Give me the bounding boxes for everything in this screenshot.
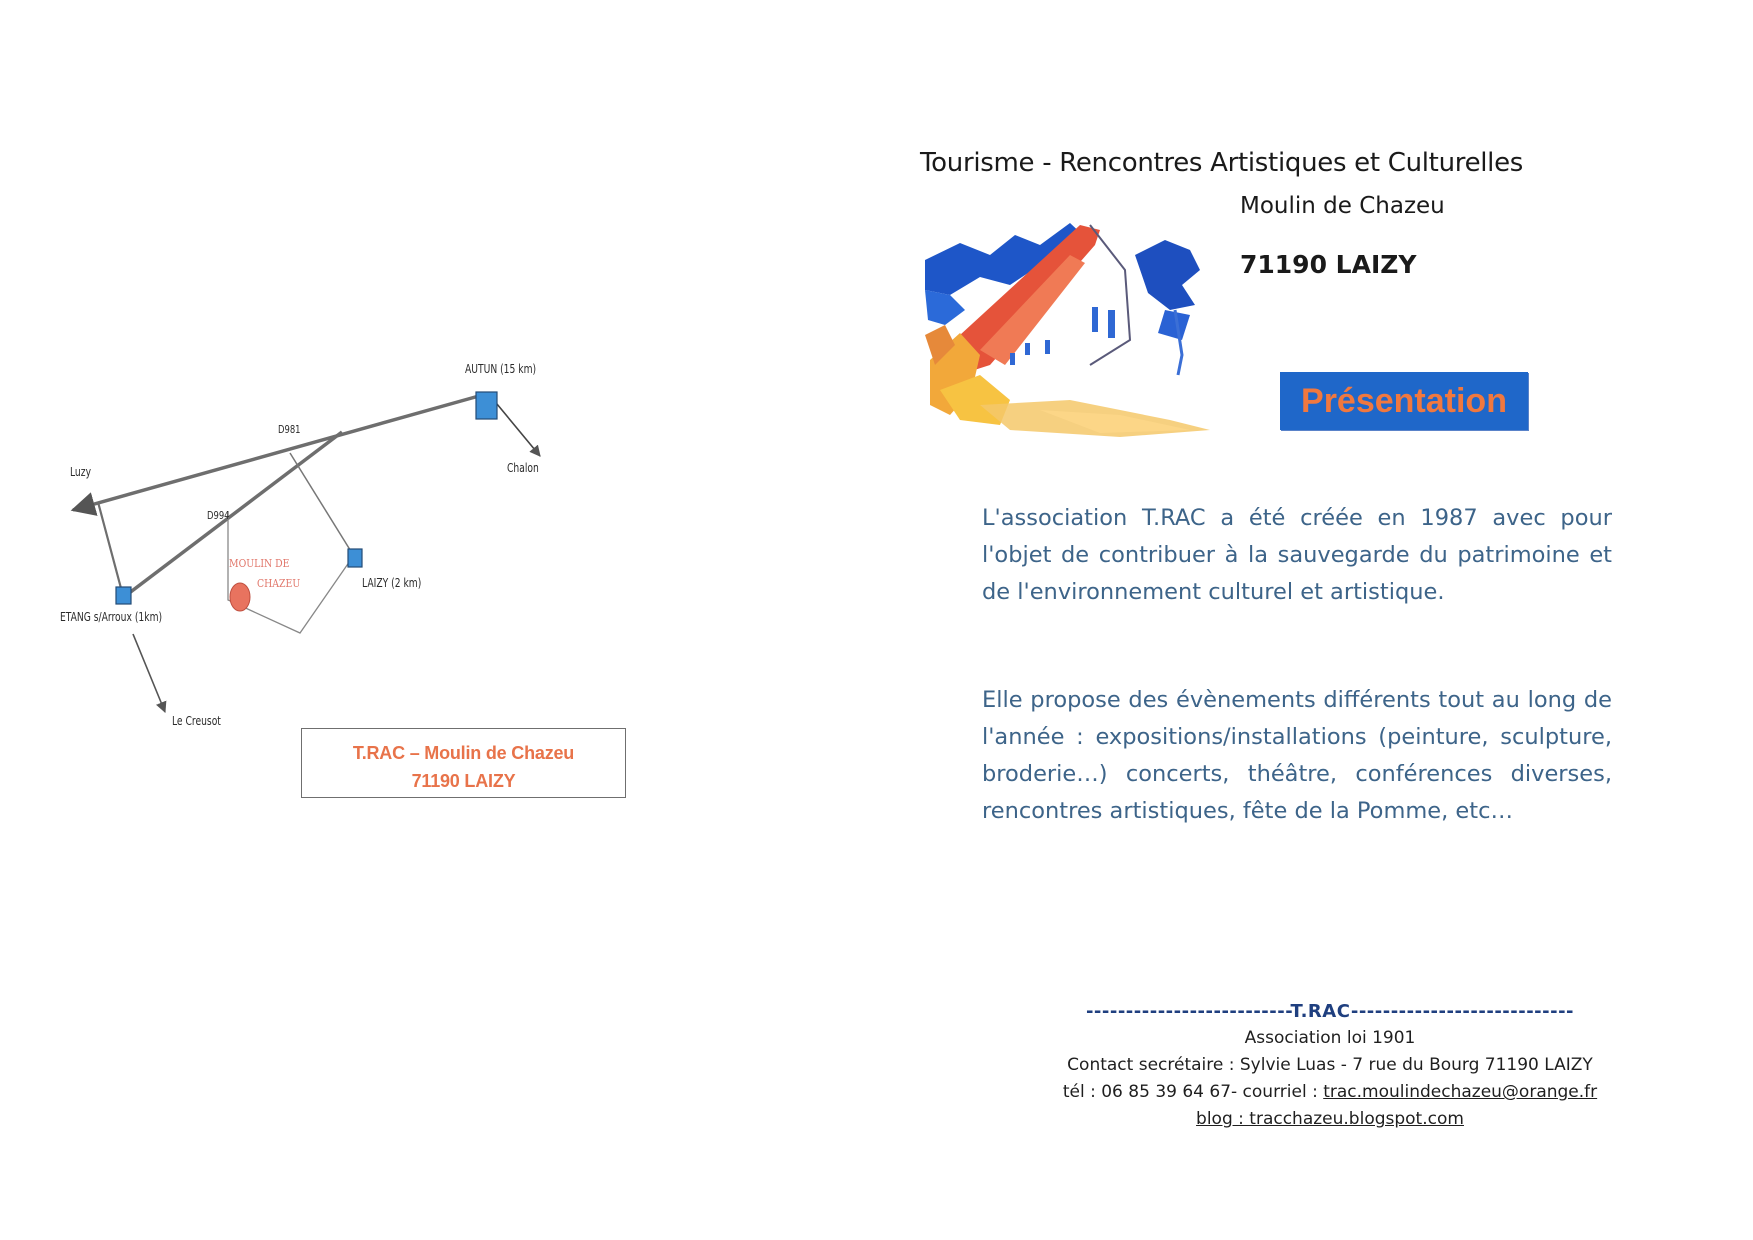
header-title: Tourisme - Rencontres Artistiques et Culturelles [920,148,1524,178]
label-creusot: Le Creusot [172,714,221,728]
footer-blog-link[interactable]: blog : tracchazeu.blogspot.com [1196,1109,1464,1129]
road-to-laizy [290,453,352,553]
footer-tel: tél : 06 85 39 64 67- courriel : [1062,1082,1324,1102]
address-box-line2: 71190 LAIZY [411,771,516,791]
footer-contact: Contact secrétaire : Sylvie Luas - 7 rue du Bourg 71190 LAIZY [1067,1055,1593,1075]
map-panel [0,0,870,1240]
footer-org: T.RAC [1290,1001,1351,1022]
laizy-marker [348,549,362,567]
events-paragraph: Elle propose des évènements différents tout au long de l'année : expositions/installations (peinture, sculpture, broderie…) concerts, théâtre, conférences diverses, rencontres artistiques, fête de la Pomme, etc… [982,687,1612,824]
label-luzy: Luzy [70,465,91,479]
footer [1010,998,1650,1133]
label-d981: D981 [278,423,301,436]
footer-association: Association loi 1901 [1244,1028,1416,1048]
road-luzy-etang [98,502,122,592]
footer-tel-line [1010,1079,1650,1106]
road-d994 [124,432,342,597]
mill-marker [230,583,250,611]
presentation-badge: Présentation [1280,372,1528,430]
intro-paragraph: L'association T.RAC a été créée en 1987 avec pour l'objet de contribuer à la sauvegarde du patrimoine et de l'environnement culturel et artistique. [982,505,1612,605]
footer-email-link[interactable]: trac.moulindechazeu@orange.fr [1323,1082,1598,1102]
address-box-line1: T.RAC – Moulin de Chazeu [352,743,575,763]
label-laizy: LAIZY (2 km) [362,576,422,590]
road-to-creusot [133,634,165,712]
road-mill-loop [228,511,352,633]
venue-name: Moulin de Chazeu [1240,193,1445,219]
etang-marker [116,587,131,604]
footer-blog-line [1010,1106,1650,1133]
label-mill-line2: CHAZEU [257,577,301,590]
label-autun: AUTUN (15 km) [465,362,537,376]
mill-painting-illustration [920,215,1230,460]
label-mill-line1: MOULIN DE [229,557,290,570]
footer-org-line [1010,998,1650,1025]
presentation-panel [870,0,1753,1240]
address-box [301,728,626,798]
label-chalon: Chalon [507,461,539,475]
footer-dash-left: -------------------------- [1085,1001,1291,1022]
road-d981 [73,394,486,510]
label-d994: D994 [207,509,230,522]
road-to-chalon [492,398,540,456]
footer-dash-right: ---------------------------- [1350,1001,1575,1022]
venue-postcode-city: 71190 LAIZY [1240,250,1417,279]
label-etang: ETANG s/Arroux (1km) [60,610,163,624]
autun-marker [476,392,497,419]
